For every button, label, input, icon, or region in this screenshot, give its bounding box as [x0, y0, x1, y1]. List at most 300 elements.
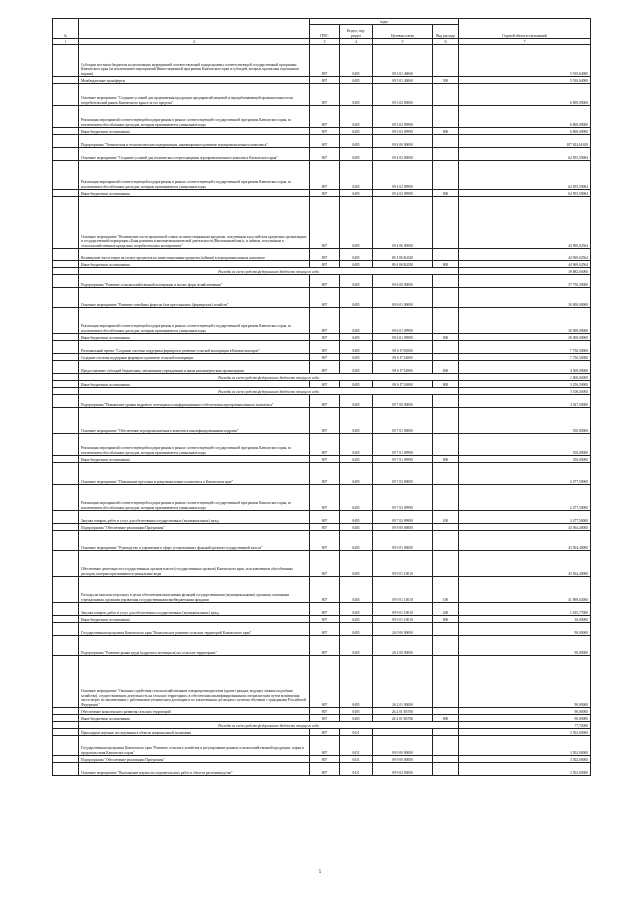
cell-razdel: 0405 — [340, 395, 373, 408]
cell-grbs: 807 — [310, 656, 340, 708]
cell-razdel: 0405 — [340, 161, 373, 190]
colnum: 2 — [79, 39, 310, 45]
cell-grbs: 807 — [310, 341, 340, 354]
cell-vid: 800 — [433, 616, 459, 623]
table-row — [53, 463, 591, 485]
table-row — [53, 77, 591, 84]
table-row — [53, 381, 591, 388]
cell-grbs: 807 — [310, 485, 340, 511]
cell-num — [53, 531, 79, 551]
header-amount: Годовой объем ассигнований — [459, 19, 591, 39]
table-row — [53, 261, 591, 268]
cell-name: Основное мероприятие "Развитие семейных ферм на базе крестьянских (фермерских) хозяйств" — [79, 288, 310, 308]
cell-razdel: 0405 — [340, 616, 373, 623]
cell-razdel: 0405 — [340, 463, 373, 485]
cell-vid: 600 — [433, 361, 459, 374]
table-row — [53, 434, 591, 456]
cell-amount: 41 898,63000 — [459, 577, 591, 603]
cell-name: Создание системы поддержки фермеров и развитие сельской кооперации — [79, 354, 310, 361]
cell-razdel: 0405 — [340, 45, 373, 77]
cell-celevaya: 09 9 01 00000 — [373, 531, 433, 551]
table-row — [53, 756, 591, 763]
cell-note: Расходы за счет средств федерального бюджета текущего года — [79, 268, 459, 275]
cell-num — [53, 261, 79, 268]
cell-vid: 800 — [433, 261, 459, 268]
cell-razdel: 0405 — [340, 623, 373, 636]
cell-vid: 800 — [433, 334, 459, 341]
cell-amount: 62 855,59084 — [459, 190, 591, 197]
cell-vid — [433, 551, 459, 577]
cell-num — [53, 354, 79, 361]
cell-amount: 7 756,50000 — [459, 341, 591, 354]
colnum: 4 — [340, 39, 373, 45]
cell-num — [53, 763, 79, 776]
cell-vid: 800 — [433, 128, 459, 135]
cell-amount: 37 756,50000 — [459, 275, 591, 288]
cell-razdel: 0405 — [340, 288, 373, 308]
table-row — [53, 456, 591, 463]
cell-num — [53, 603, 79, 616]
cell-num — [53, 308, 79, 334]
cell-razdel: 0405 — [340, 354, 373, 361]
cell-celevaya: 09 9 01 10010 — [373, 577, 433, 603]
cell-razdel: 0405 — [340, 511, 373, 524]
colnum: 6 — [433, 39, 459, 45]
cell-note: Расходы за счет средств федерального бюджета текущего года — [79, 374, 459, 381]
cell-num — [53, 135, 79, 148]
cell-name: Основное мероприятие "Оказание содействия сельскохозяйственным товаропроизводителям (кроме граждан, ведущих личные подсобные хозяйства), осуществляющим деятельность на сельских территориях, в обеспечении квалифицированными специалистами путем возмещения части затрат по заключенным с работниками ученическим договорам и по заключенным договорам о целевом обучении с гражданами Российской Федерации" — [79, 656, 310, 708]
cell-razdel: 0405 — [340, 190, 373, 197]
table-row — [53, 531, 591, 551]
cell-amount: 90,00000 — [459, 636, 591, 656]
cell-grbs: 807 — [310, 45, 340, 77]
cell-vid — [433, 736, 459, 756]
cell-amount: 30 000,00000 — [459, 308, 591, 334]
cell-vid — [433, 708, 459, 715]
cell-num — [53, 106, 79, 128]
budget-table — [52, 18, 591, 776]
cell-vid — [433, 656, 459, 708]
cell-grbs: 807 — [310, 524, 340, 531]
cell-vid: 800 — [433, 456, 459, 463]
cell-celevaya: 09 6 01 09990 — [373, 308, 433, 334]
cell-grbs: 807 — [310, 434, 340, 456]
table-row — [53, 45, 591, 77]
cell-celevaya — [373, 729, 433, 736]
cell-razdel: 0405 — [340, 434, 373, 456]
cell-razdel: 0405 — [340, 261, 373, 268]
cell-celevaya: 09 6 I7 54800 — [373, 354, 433, 361]
cell-celevaya: 26 2 01 R5760 — [373, 715, 433, 722]
cell-celevaya: 09 7 01 00000 — [373, 408, 433, 434]
table-row — [53, 334, 591, 341]
cell-celevaya: 09 9 01 10010 — [373, 551, 433, 577]
cell-name: Иные бюджетные ассигнования — [79, 616, 310, 623]
cell-celevaya: 09 7 02 09990 — [373, 485, 433, 511]
cell-num — [53, 388, 79, 395]
cell-amount: 550,00000 — [459, 408, 591, 434]
table-row — [53, 636, 591, 656]
cell-name: Подпрограмма "Развитие сельскохозяйственной кооперации и малых форм хозяйствования" — [79, 275, 310, 288]
cell-num — [53, 249, 79, 261]
cell-celevaya: 09 7 00 00000 — [373, 395, 433, 408]
cell-razdel: 0405 — [340, 531, 373, 551]
cell-razdel: 0405 — [340, 551, 373, 577]
cell-name: Региональный проект "Создание системы поддержки фермеров и развитие сельской кооперации в Камчатском крае" — [79, 341, 310, 354]
cell-celevaya: 09 6 01 00000 — [373, 288, 433, 308]
cell-grbs: 807 — [310, 551, 340, 577]
cell-grbs: 807 — [310, 128, 340, 135]
cell-grbs: 807 — [310, 456, 340, 463]
cell-razdel: 0405 — [340, 524, 373, 531]
table-row — [53, 708, 591, 715]
cell-grbs: 807 — [310, 135, 340, 148]
cell-num — [53, 736, 79, 756]
header-grbs: ГРБС — [310, 25, 340, 39]
document-sheet — [52, 18, 590, 776]
cell-celevaya: 09 6 01 09990 — [373, 334, 433, 341]
colnum: 1 — [53, 39, 79, 45]
cell-name: Реализация мероприятий соответствующей подпрограммы в рамках соответствующей государственной программы Камчатского края, за исключением обособленных расходов, которым присваиваются уникальные коды — [79, 308, 310, 334]
cell-grbs: 807 — [310, 736, 340, 756]
table-note-row — [53, 268, 591, 275]
cell-amount: 5 910,64000 — [459, 45, 591, 77]
cell-grbs: 807 — [310, 161, 340, 190]
cell-name: Возмещение части затрат на уплату процентов по инвестиционным кредитам (займам) в агропромышленном комплексе — [79, 249, 310, 261]
cell-grbs: 807 — [310, 197, 340, 249]
cell-vid — [433, 148, 459, 161]
cell-grbs: 807 — [310, 361, 340, 374]
cell-num — [53, 551, 79, 577]
cell-vid: 200 — [433, 603, 459, 616]
cell-razdel: 0405 — [340, 361, 373, 374]
cell-num — [53, 197, 79, 249]
table-row — [53, 128, 591, 135]
cell-razdel: 0405 — [340, 603, 373, 616]
cell-celevaya: 09 4 06 00000 — [373, 197, 433, 249]
cell-num — [53, 341, 79, 354]
cell-vid — [433, 249, 459, 261]
cell-celevaya: 09 9 00 00000 — [373, 524, 433, 531]
cell-name: Основное мероприятие "Возмещение части процентной ставки по инвестиционным кредитам, полученным в российских кредитных организациях и государственной корпорации «Банк развития и внешнеэкономической деятельности (Внешэкономбанк)», и займам, полученным в сельскохозяйственных кредитных потребительских кооперативах" — [79, 197, 310, 249]
cell-grbs: 807 — [310, 708, 340, 715]
cell-num — [53, 268, 79, 275]
table-row — [53, 623, 591, 636]
table-row — [53, 616, 591, 623]
cell-razdel: 0405 — [340, 197, 373, 249]
cell-num — [53, 456, 79, 463]
cell-vid — [433, 756, 459, 763]
table-row — [53, 577, 591, 603]
cell-amount: 30,00000 — [459, 616, 591, 623]
cell-grbs: 807 — [310, 275, 340, 288]
table-row — [53, 106, 591, 128]
cell-razdel: 0405 — [340, 715, 373, 722]
cell-name: Предоставление субсидий бюджетным, автономным учреждениям и иным некоммерческим организациям — [79, 361, 310, 374]
cell-num — [53, 623, 79, 636]
cell-vid — [433, 623, 459, 636]
cell-celevaya: 26 0 00 00000 — [373, 623, 433, 636]
cell-grbs: 807 — [310, 577, 340, 603]
cell-name: Основное мероприятие "Повышение престижа агропромышленного комплекса в Камчатском крае" — [79, 463, 310, 485]
cell-amount: 43 564,40000 — [459, 531, 591, 551]
cell-amount: 62 855,59084 — [459, 161, 591, 190]
cell-num — [53, 84, 79, 106]
table-row — [53, 763, 591, 776]
cell-razdel: 0405 — [340, 128, 373, 135]
cell-vid — [433, 197, 459, 249]
cell-vid — [433, 524, 459, 531]
colnum: 3 — [310, 39, 340, 45]
cell-vid — [433, 354, 459, 361]
cell-razdel: 0405 — [340, 636, 373, 656]
cell-name: Реализация мероприятий соответствующей подпрограммы в рамках соответствующей государственной программы Камчатского края, за исключением обособленных расходов, которым присваиваются уникальные коды — [79, 485, 310, 511]
table-row — [53, 288, 591, 308]
cell-amount: 38 882,00000 — [459, 268, 591, 275]
cell-name: Основное мероприятие "Руководство и управление в сфере установленных функций органов государственной власти" — [79, 531, 310, 551]
cell-amount: 90,00000 — [459, 623, 591, 636]
cell-celevaya: 26 2 01 00000 — [373, 656, 433, 708]
cell-vid — [433, 161, 459, 190]
cell-celevaya: 26 2 01 R5760 — [373, 708, 433, 715]
cell-celevaya: 09 7 01 09990 — [373, 434, 433, 456]
cell-amount: 43 564,40000 — [459, 524, 591, 531]
cell-razdel: 0411 — [340, 756, 373, 763]
cell-note: Расходы за счет средств федерального бюджета текущего года — [79, 722, 459, 729]
cell-razdel: 0405 — [340, 148, 373, 161]
cell-razdel: 0405 — [340, 84, 373, 106]
cell-name: Иные бюджетные ассигнования — [79, 456, 310, 463]
cell-vid — [433, 84, 459, 106]
table-note-row — [53, 374, 591, 381]
cell-num — [53, 361, 79, 374]
cell-celevaya: 09 4 02 00000 — [373, 148, 433, 161]
cell-name: Межбюджетные трансферты — [79, 77, 310, 84]
cell-razdel: 0405 — [340, 135, 373, 148]
cell-amount: 550,00000 — [459, 434, 591, 456]
cell-name: Подпрограмма "Развитие рынка труда (кадрового потенциала) на сельских территориях" — [79, 636, 310, 656]
cell-num — [53, 77, 79, 84]
cell-num — [53, 656, 79, 708]
table-row — [53, 361, 591, 374]
cell-celevaya: 09 4 06 R4330 — [373, 261, 433, 268]
table-note-row — [53, 722, 591, 729]
cell-amount: 30 000,00000 — [459, 288, 591, 308]
header-celevaya: Целевая статья — [373, 25, 433, 39]
cell-grbs: 807 — [310, 308, 340, 334]
cell-amount: 5 910,64000 — [459, 77, 591, 84]
cell-num — [53, 148, 79, 161]
cell-celevaya: 09 0 00 00000 — [373, 736, 433, 756]
cell-celevaya: 09 4 02 09990 — [373, 190, 433, 197]
cell-amount: 6 800,00000 — [459, 84, 591, 106]
cell-vid — [433, 434, 459, 456]
cell-grbs: 807 — [310, 463, 340, 485]
cell-razdel: 0405 — [340, 249, 373, 261]
cell-amount: 3 502,00000 — [459, 763, 591, 776]
cell-amount: 3 027,50000 — [459, 395, 591, 408]
cell-amount: 90,00000 — [459, 656, 591, 708]
cell-grbs: 807 — [310, 729, 340, 736]
cell-name: Подпрограмма "Обеспечение реализации Программы" — [79, 524, 310, 531]
cell-vid — [433, 288, 459, 308]
colnum: 5 — [373, 39, 433, 45]
cell-amount: 7 756,50000 — [459, 354, 591, 361]
cell-razdel: 0405 — [340, 77, 373, 84]
header-vid: Вид расхода — [433, 25, 459, 39]
cell-grbs: 807 — [310, 249, 340, 261]
table-row — [53, 341, 591, 354]
cell-vid — [433, 636, 459, 656]
cell-celevaya: 09 3 02 09990 — [373, 128, 433, 135]
cell-vid — [433, 275, 459, 288]
cell-amount: 107 824,61658 — [459, 135, 591, 148]
cell-name: Реализация мероприятий соответствующей подпрограммы в рамках соответствующей государственной программы Камчатского края, за исключением обособленных расходов, которым присваиваются уникальные коды — [79, 106, 310, 128]
header-name-blank — [79, 19, 310, 39]
cell-num — [53, 577, 79, 603]
cell-razdel: 0405 — [340, 656, 373, 708]
cell-num — [53, 288, 79, 308]
cell-num — [53, 190, 79, 197]
cell-vid — [433, 395, 459, 408]
cell-celevaya: 09 9 00 00000 — [373, 756, 433, 763]
table-row — [53, 485, 591, 511]
cell-amount: 4 500,00000 — [459, 361, 591, 374]
cell-vid: 200 — [433, 511, 459, 524]
cell-name: Иные бюджетные ассигнования — [79, 334, 310, 341]
table-row — [53, 511, 591, 524]
cell-vid: 800 — [433, 381, 459, 388]
cell-razdel: 0405 — [340, 341, 373, 354]
cell-vid — [433, 135, 459, 148]
cell-razdel: 0411 — [340, 729, 373, 736]
cell-grbs: 807 — [310, 261, 340, 268]
header-num: № — [53, 19, 79, 39]
page-number: 5 — [318, 870, 322, 875]
cell-celevaya: 09 4 02 09990 — [373, 161, 433, 190]
cell-celevaya: 09 7 01 09990 — [373, 456, 433, 463]
cell-name: Прикладные научные исследования в области национальной экономики — [79, 729, 310, 736]
cell-num — [53, 715, 79, 722]
cell-name: Иные бюджетные ассигнования — [79, 190, 310, 197]
table-row — [53, 197, 591, 249]
cell-num — [53, 511, 79, 524]
cell-name: Основное мероприятие "Создание условий для технического переоснащения агропромышленного комплекса Камчатского края" — [79, 148, 310, 161]
cell-celevaya: 09 6 I7 54800 — [373, 381, 433, 388]
cell-name: Закупка товаров, работ и услуг для обеспечения государственных (муниципальных) нужд — [79, 511, 310, 524]
cell-num — [53, 161, 79, 190]
cell-name: Основное мероприятие "Выполнение научно-исследовательских работ в области растениеводства" — [79, 763, 310, 776]
cell-name: Государственная программа Камчатского края "Развитие сельского хозяйства и регулирование рынков сельскохозяйственной продукции, сырья и продовольствия Камчатского края" — [79, 736, 310, 756]
cell-razdel: 0411 — [340, 736, 373, 756]
cell-grbs: 807 — [310, 148, 340, 161]
table-row — [53, 603, 591, 616]
cell-amount: 550,00000 — [459, 456, 591, 463]
cell-name: Подпрограмма "Повышение уровня кадрового потенциала и информационного обеспечения агропромышленного комплекса" — [79, 395, 310, 408]
cell-num — [53, 128, 79, 135]
cell-razdel: 0405 — [340, 408, 373, 434]
cell-num — [53, 729, 79, 736]
cell-num — [53, 616, 79, 623]
cell-grbs: 807 — [310, 84, 340, 106]
cell-num — [53, 374, 79, 381]
cell-name: Реализация мероприятий соответствующей подпрограммы в рамках соответствующей государственной программы Камчатского края, за исключением обособленных расходов, которым присваиваются уникальные коды — [79, 434, 310, 456]
cell-num — [53, 708, 79, 715]
cell-celevaya: 09 6 00 00000 — [373, 275, 433, 288]
table-row — [53, 275, 591, 288]
cell-vid: 800 — [433, 190, 459, 197]
cell-amount: 43 564,40000 — [459, 551, 591, 577]
table-header — [53, 19, 591, 45]
cell-celevaya: 09 9 01 10010 — [373, 603, 433, 616]
cell-grbs: 807 — [310, 616, 340, 623]
cell-grbs: 807 — [310, 715, 340, 722]
cell-name: Подпрограмма "Техническая и технологическая модернизация, инновационное развитие агропромышленного комплекса" — [79, 135, 310, 148]
cell-razdel: 0405 — [340, 275, 373, 288]
cell-name: Субсидии местным бюджетам на реализацию мероприятий соответствующей подпрограммы соответствующей государственной программы Камчатского края (за исключением мероприятий Инвестиционной программы Камчатского края и субсидий, которые прописаны отдельными кодами) — [79, 45, 310, 77]
cell-amount: 3 502,00000 — [459, 729, 591, 736]
cell-vid — [433, 106, 459, 128]
cell-num — [53, 636, 79, 656]
table-row — [53, 715, 591, 722]
cell-name: Основное мероприятие "Создание условий для продвижения продукции предприятий пищевой и перерабатывающей промышленности на потребительский рынок Камчатского края и за его пределы" — [79, 84, 310, 106]
cell-celevaya: 09 3 01 40060 — [373, 77, 433, 84]
cell-vid — [433, 729, 459, 736]
table-row — [53, 736, 591, 756]
cell-vid — [433, 463, 459, 485]
cell-name: Обеспечение деятельности государственных органов власти (государственных органов) Камчатского края, за исключением обособленных расходов, которым присваиваются уникальные коды — [79, 551, 310, 577]
cell-amount: 90,00000 — [459, 715, 591, 722]
cell-grbs: 807 — [310, 531, 340, 551]
cell-vid — [433, 408, 459, 434]
cell-vid — [433, 341, 459, 354]
table-row — [53, 729, 591, 736]
cell-name: Реализация мероприятий соответствующей подпрограммы в рамках соответствующей государственной программы Камчатского края, за исключением обособленных расходов, которым присваиваются уникальные коды — [79, 161, 310, 190]
cell-amount: 62 855,59084 — [459, 148, 591, 161]
cell-name: Иные бюджетные ассигнования — [79, 381, 310, 388]
cell-amount: 6 800,00000 — [459, 106, 591, 128]
cell-num — [53, 434, 79, 456]
table-row — [53, 524, 591, 531]
table-row — [53, 308, 591, 334]
cell-celevaya: 09 7 02 00000 — [373, 463, 433, 485]
cell-celevaya: 09 4 06 R4330 — [373, 249, 433, 261]
cell-razdel: 0405 — [340, 577, 373, 603]
cell-amount: 1 800,00000 — [459, 374, 591, 381]
table-row — [53, 408, 591, 434]
cell-num — [53, 395, 79, 408]
cell-vid: 500 — [433, 77, 459, 84]
header-razdel: Раздел, под-раздел — [340, 25, 373, 39]
cell-note: Расходы за счет средств федерального бюджета текущего года — [79, 388, 459, 395]
cell-grbs: 807 — [310, 190, 340, 197]
table-row — [53, 190, 591, 197]
cell-celevaya: 09 7 02 09990 — [373, 511, 433, 524]
cell-razdel: 0405 — [340, 708, 373, 715]
cell-amount: 44 969,02564 — [459, 197, 591, 249]
cell-grbs: 807 — [310, 106, 340, 128]
cell-vid: 800 — [433, 715, 459, 722]
cell-razdel: 0405 — [340, 334, 373, 341]
cell-num — [53, 463, 79, 485]
cell-amount: 6 800,00000 — [459, 128, 591, 135]
cell-amount: 3 256,50000 — [459, 381, 591, 388]
header-codes-group: коды — [310, 19, 459, 25]
cell-celevaya: 26 2 00 00000 — [373, 636, 433, 656]
cell-amount: 2 477,50000 — [459, 485, 591, 511]
cell-name: Иные бюджетные ассигнования — [79, 715, 310, 722]
cell-name: Основное мероприятие "Обеспечение агропромышленного комплекса квалифицированными кадрами" — [79, 408, 310, 434]
